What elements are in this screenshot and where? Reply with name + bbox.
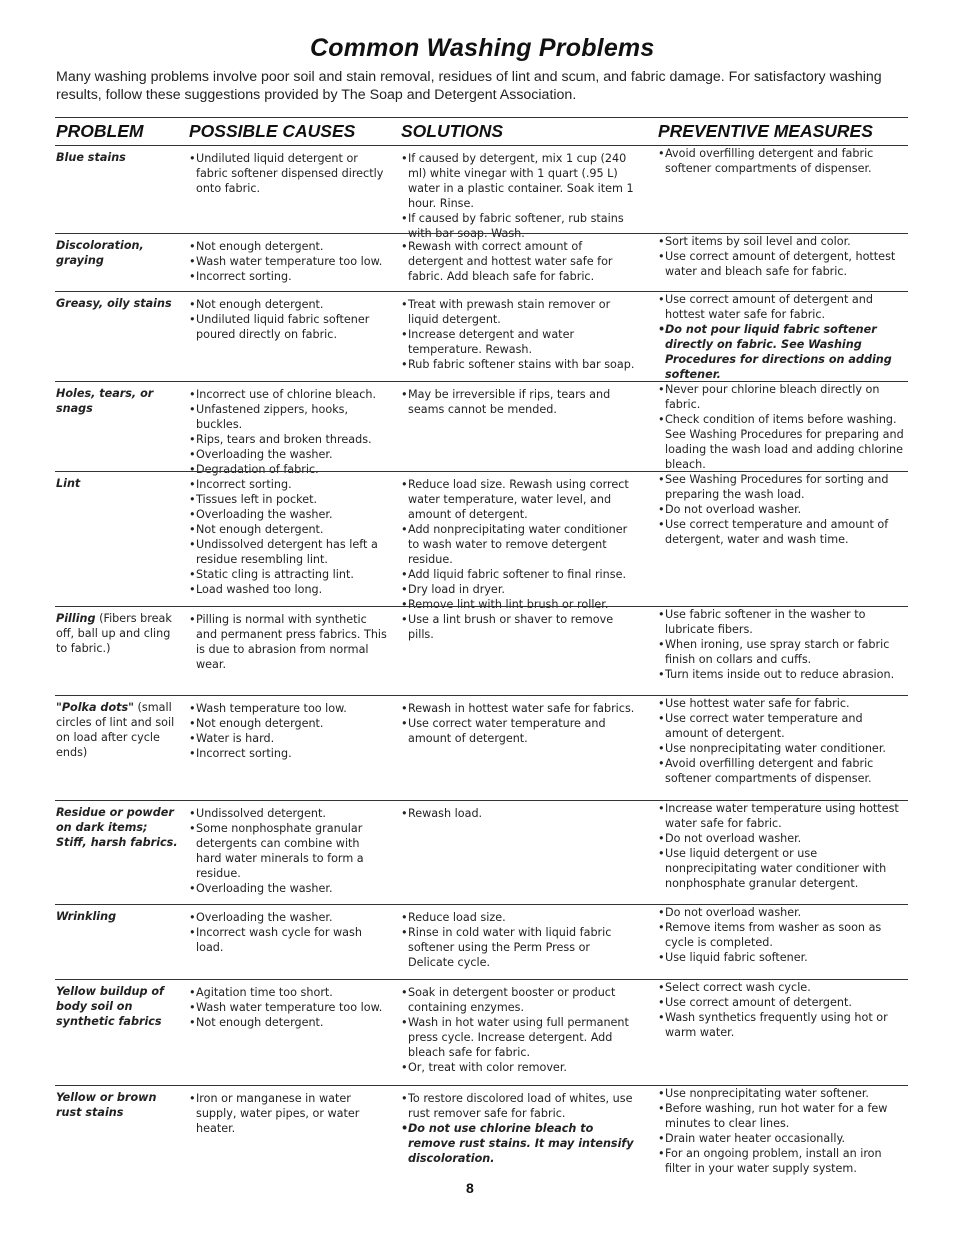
list-item: • Use correct amount of detergent, hottest water and bleach safe for fabric. <box>658 249 908 279</box>
list-item: • Do not pour liquid fabric softener directly on fabric. See Washing Procedures for directions on adding softener. <box>658 322 908 382</box>
list-item: • Undissolved detergent. <box>189 806 387 821</box>
table-row-lint <box>55 471 908 611</box>
solutions-cell-list <box>401 477 639 612</box>
list-item: • Use liquid fabric softener. <box>658 950 908 965</box>
problem-name: Pilling <box>56 612 96 625</box>
causes-cell <box>189 239 387 284</box>
preventive-cell-list <box>658 382 908 472</box>
list-item: • Iron or manganese in water supply, water pipes, or water heater. <box>189 1091 387 1136</box>
solutions-cell <box>401 1091 639 1166</box>
list-item: • Sort items by soil level and color. <box>658 234 908 249</box>
solutions-cell-list <box>401 806 639 821</box>
table-row-wrinkling <box>55 904 908 980</box>
causes-cell-list <box>189 985 387 1030</box>
solutions-cell-list <box>401 297 639 372</box>
preventive-cell-list <box>658 472 908 547</box>
preventive-cell-list <box>658 980 908 1040</box>
problem-cell <box>56 611 178 656</box>
solutions-cell <box>401 806 639 821</box>
preventive-cell-list <box>658 1086 908 1176</box>
solutions-cell <box>401 910 639 970</box>
causes-cell <box>189 806 387 896</box>
problem-name: Lint <box>56 477 81 490</box>
solutions-cell-list <box>401 612 639 642</box>
preventive-cell-list <box>658 146 908 176</box>
list-item: • Drain water heater occasionally. <box>658 1131 908 1146</box>
list-item: • Select correct wash cycle. <box>658 980 908 995</box>
header-possible-causes: POSSIBLE CAUSES <box>189 121 356 141</box>
preventive-cell <box>658 1086 908 1176</box>
preventive-cell <box>658 382 908 472</box>
list-item: • Check condition of items before washing. See Washing Procedures for preparing and loading the wash load and adding chlorine bleach. <box>658 412 908 472</box>
list-item: • For an ongoing problem, install an iron filter in your water supply system. <box>658 1146 908 1176</box>
table-row-holes-tears-or-snags <box>55 381 908 476</box>
causes-cell-list <box>189 477 387 597</box>
preventive-cell <box>658 905 908 965</box>
problem-cell <box>56 1090 178 1120</box>
list-item: • Reduce load size. Rewash using correct water temperature, water level, and amount of detergent. <box>401 477 639 522</box>
preventive-cell <box>658 472 908 547</box>
list-item: • When ironing, use spray starch or fabric finish on collars and cuffs. <box>658 637 908 667</box>
preventive-cell <box>658 234 908 279</box>
list-item: • Undiluted liquid detergent or fabric softener dispensed directly onto fabric. <box>189 151 387 196</box>
list-item: • Static cling is attracting lint. <box>189 567 387 582</box>
causes-cell-list <box>189 297 387 342</box>
list-item: • Use fabric softener in the washer to lubricate fibers. <box>658 607 908 637</box>
list-item: • Not enough detergent. <box>189 297 387 312</box>
causes-cell <box>189 1091 387 1136</box>
solutions-cell-list <box>401 239 639 284</box>
problem-name: Greasy, oily stains <box>56 297 172 310</box>
solutions-cell <box>401 701 639 746</box>
list-item: • Overloading the washer. <box>189 910 387 925</box>
causes-cell-list <box>189 701 387 761</box>
preventive-cell-list <box>658 801 908 891</box>
list-item: • Dry load in dryer. <box>401 582 639 597</box>
preventive-cell-list <box>658 905 908 965</box>
list-item: • Increase water temperature using hottest water safe for fabric. <box>658 801 908 831</box>
table-row-blue-stains <box>55 145 908 240</box>
list-item: • Overloading the washer. <box>189 881 387 896</box>
list-item: • Remove lint with lint brush or roller. <box>401 597 639 612</box>
list-item: • Tissues left in pocket. <box>189 492 387 507</box>
list-item: • Avoid overfilling detergent and fabric softener compartments of dispenser. <box>658 756 908 786</box>
problem-name: Yellow buildup of body soil on synthetic fabrics <box>56 985 164 1028</box>
causes-cell-list <box>189 151 387 196</box>
solutions-cell <box>401 151 639 241</box>
list-item: • Use liquid detergent or use nonprecipitating water conditioner with nonphosphate granular detergent. <box>658 846 908 891</box>
preventive-cell <box>658 292 908 382</box>
preventive-cell <box>658 607 908 682</box>
problem-cell <box>56 386 178 416</box>
list-item: • Unfastened zippers, hooks, buckles. <box>189 402 387 432</box>
list-item: • Soak in detergent booster or product containing enzymes. <box>401 985 639 1015</box>
causes-cell-list <box>189 239 387 284</box>
causes-cell <box>189 477 387 597</box>
causes-cell-list <box>189 612 387 672</box>
list-item: • Rewash with correct amount of detergent and hottest water safe for fabric. Add bleach safe for fabric. <box>401 239 639 284</box>
list-item: • Incorrect sorting. <box>189 269 387 284</box>
preventive-cell <box>658 696 908 786</box>
list-item: • Incorrect sorting. <box>189 746 387 761</box>
list-item: • Use a lint brush or shaver to remove pills. <box>401 612 639 642</box>
solutions-cell-list <box>401 151 639 241</box>
preventive-cell-list <box>658 292 908 382</box>
page-title: Common Washing Problems <box>310 34 655 62</box>
list-item: • Increase detergent and water temperature. Rewash. <box>401 327 639 357</box>
causes-cell-list <box>189 806 387 896</box>
table-row-yellow-or-brown-rust-stains <box>55 1085 908 1186</box>
list-item: • Remove items from washer as soon as cycle is completed. <box>658 920 908 950</box>
list-item: • Overloading the washer. <box>189 507 387 522</box>
solutions-cell-list <box>401 387 639 417</box>
list-item: • Agitation time too short. <box>189 985 387 1000</box>
list-item: • Or, treat with color remover. <box>401 1060 639 1075</box>
list-item: • Wash temperature too low. <box>189 701 387 716</box>
list-item: • Water is hard. <box>189 731 387 746</box>
list-item: • Use hottest water safe for fabric. <box>658 696 908 711</box>
list-item: • Use nonprecipitating water conditioner. <box>658 741 908 756</box>
list-item: • Pilling is normal with synthetic and permanent press fabrics. This is due to abrasion from normal wear. <box>189 612 387 672</box>
problems-table <box>55 0 908 1200</box>
list-item: • Reduce load size. <box>401 910 639 925</box>
list-item: • Avoid overfilling detergent and fabric softener compartments of dispenser. <box>658 146 908 176</box>
causes-cell <box>189 297 387 342</box>
solutions-cell <box>401 387 639 417</box>
solutions-cell <box>401 477 639 612</box>
list-item: • Rewash in hottest water safe for fabrics. <box>401 701 639 716</box>
list-item: • Use correct amount of detergent. <box>658 995 908 1010</box>
causes-cell <box>189 985 387 1030</box>
causes-cell-list <box>189 387 387 477</box>
list-item: • Wash water temperature too low. <box>189 1000 387 1015</box>
list-item: • Undissolved detergent has left a residue resembling lint. <box>189 537 387 567</box>
problem-name: "Polka dots" <box>56 701 134 714</box>
list-item: • Not enough detergent. <box>189 239 387 254</box>
preventive-cell <box>658 146 908 176</box>
problem-name: Discoloration, graying <box>56 239 144 267</box>
list-item: • Degradation of fabric. <box>189 462 387 477</box>
preventive-cell-list <box>658 234 908 279</box>
problem-cell <box>56 805 178 850</box>
table-row-polka-dots <box>55 695 908 801</box>
preventive-cell <box>658 801 908 891</box>
solutions-cell <box>401 612 639 642</box>
solutions-cell-list <box>401 701 639 746</box>
list-item: • Rub fabric softener stains with bar soap. <box>401 357 639 372</box>
list-item: • Incorrect sorting. <box>189 477 387 492</box>
list-item: • If caused by detergent, mix 1 cup (240 ml) white vinegar with 1 quart (.95 L) water in a plastic container. Soak item 1 hour. Rinse. <box>401 151 639 211</box>
list-item: • Not enough detergent. <box>189 522 387 537</box>
list-item: • Undiluted liquid fabric softener poured directly on fabric. <box>189 312 387 342</box>
problem-cell <box>56 296 178 311</box>
list-item: • Rinse in cold water with liquid fabric softener using the Perm Press or Delicate cycle. <box>401 925 639 970</box>
list-item: • Turn items inside out to reduce abrasion. <box>658 667 908 682</box>
problem-cell <box>56 238 178 268</box>
problem-name: Holes, tears, or snags <box>56 387 154 415</box>
problem-cell <box>56 700 178 760</box>
causes-cell <box>189 910 387 955</box>
header-solutions: SOLUTIONS <box>401 121 504 141</box>
causes-cell <box>189 612 387 672</box>
problem-cell <box>56 150 178 165</box>
solutions-cell-list <box>401 910 639 970</box>
problem-cell <box>56 909 178 924</box>
problem-cell <box>56 476 178 491</box>
problem-name: Residue or powder on dark items; Stiff, harsh fabrics. <box>56 806 178 849</box>
causes-cell-list <box>189 1091 387 1136</box>
solutions-cell <box>401 985 639 1075</box>
table-row-pilling <box>55 606 908 696</box>
solutions-cell <box>401 297 639 372</box>
list-item: • Rips, tears and broken threads. <box>189 432 387 447</box>
table-row-yellow-buildup-of-body-soil-on-synthetic-fabrics <box>55 979 908 1086</box>
table-row-residue-or-powder-on-dark-items-stiff-harsh-fabrics <box>55 800 908 905</box>
list-item: • Do not overload washer. <box>658 502 908 517</box>
solutions-cell-list <box>401 985 639 1075</box>
list-item: • See Washing Procedures for sorting and preparing the wash load. <box>658 472 908 502</box>
causes-cell <box>189 151 387 196</box>
list-item: • Do not overload washer. <box>658 905 908 920</box>
list-item: • Wash synthetics frequently using hot or warm water. <box>658 1010 908 1040</box>
list-item: • Overloading the washer. <box>189 447 387 462</box>
problem-note: (small circles of lint and soil on load after cycle ends) <box>56 701 175 759</box>
list-item: • Treat with prewash stain remover or liquid detergent. <box>401 297 639 327</box>
table-row-discoloration-graying <box>55 233 908 292</box>
table-row-greasy-oily-stains <box>55 291 908 382</box>
list-item: • Use correct water temperature and amount of detergent. <box>401 716 639 746</box>
list-item: • Some nonphosphate granular detergents can combine with hard water minerals to form a residue. <box>189 821 387 881</box>
list-item: • Use correct temperature and amount of detergent, water and wash time. <box>658 517 908 547</box>
problem-note: (Fibers break off, ball up and cling to fabric.) <box>56 612 172 655</box>
list-item: • Wash water temperature too low. <box>189 254 387 269</box>
list-item: • Add nonprecipitating water conditioner to wash water to remove detergent residue. <box>401 522 639 567</box>
causes-cell-list <box>189 910 387 955</box>
intro-paragraph: Many washing problems involve poor soil and stain removal, residues of lint and scum, and fabric damage. For satisfactory washing results, follow these suggestions provided by The Soap and Detergent Association. <box>56 69 882 103</box>
list-item: • May be irreversible if rips, tears and seams cannot be mended. <box>401 387 639 417</box>
list-item: • Do not overload washer. <box>658 831 908 846</box>
preventive-cell-list <box>658 696 908 786</box>
list-item: • Never pour chlorine bleach directly on fabric. <box>658 382 908 412</box>
solutions-cell <box>401 239 639 284</box>
header-problem: PROBLEM <box>56 121 144 141</box>
header-preventive-measures: PREVENTIVE MEASURES <box>658 121 873 141</box>
list-item: • Add liquid fabric softener to final rinse. <box>401 567 639 582</box>
problem-name: Wrinkling <box>56 910 117 923</box>
list-item: • Before washing, run hot water for a few minutes to clear lines. <box>658 1101 908 1131</box>
list-item: • Use correct amount of detergent and hottest water safe for fabric. <box>658 292 908 322</box>
list-item: • Not enough detergent. <box>189 1015 387 1030</box>
preventive-cell-list <box>658 607 908 682</box>
solutions-cell-list <box>401 1091 639 1166</box>
list-item: • If caused by fabric softener, rub stains with bar soap. Wash. <box>401 211 639 241</box>
causes-cell <box>189 701 387 761</box>
list-item: • Incorrect wash cycle for wash load. <box>189 925 387 955</box>
problem-name: Yellow or brown rust stains <box>56 1091 157 1119</box>
problem-name: Blue stains <box>56 151 126 164</box>
list-item: • Use nonprecipitating water softener. <box>658 1086 908 1101</box>
list-item: • Load washed too long. <box>189 582 387 597</box>
page-number: 8 <box>466 1180 474 1196</box>
list-item: • Rewash load. <box>401 806 639 821</box>
list-item: • Incorrect use of chlorine bleach. <box>189 387 387 402</box>
list-item: • Use correct water temperature and amount of detergent. <box>658 711 908 741</box>
preventive-cell <box>658 980 908 1040</box>
problem-cell <box>56 984 178 1029</box>
list-item: • Wash in hot water using full permanent press cycle. Increase detergent. Add bleach safe for fabric. <box>401 1015 639 1060</box>
list-item: • To restore discolored load of whites, use rust remover safe for fabric. <box>401 1091 639 1121</box>
list-item: • Do not use chlorine bleach to remove rust stains. It may intensify discoloration. <box>401 1121 639 1166</box>
list-item: • Not enough detergent. <box>189 716 387 731</box>
causes-cell <box>189 387 387 477</box>
